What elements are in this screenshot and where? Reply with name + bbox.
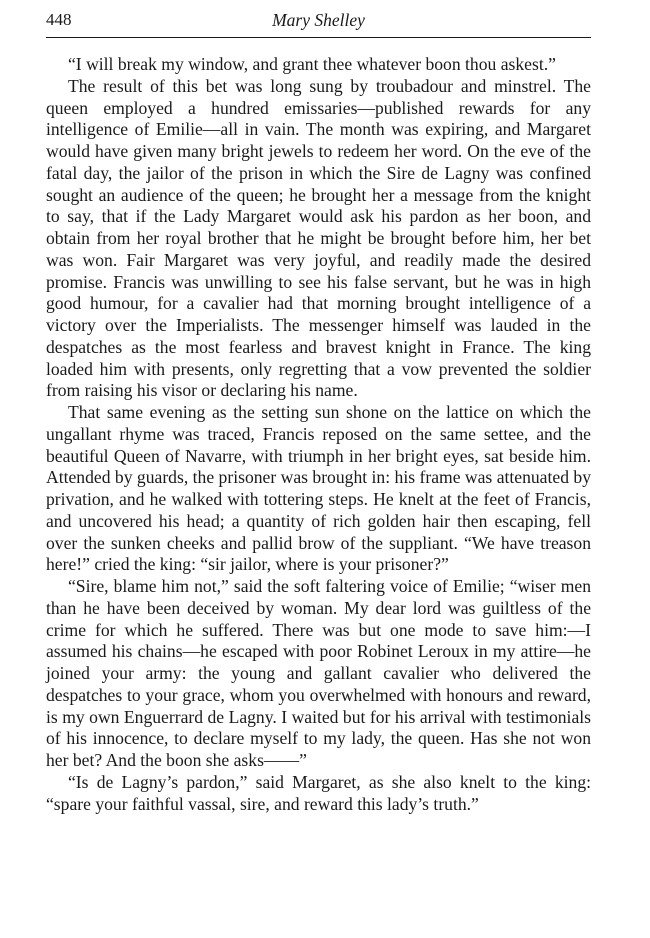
paragraph: The result of this bet was long sung by troubadour and minstrel. The queen employed a hundred emissaries—published rewards for any intelligence of Emilie—all in vain. The month was expiring, and Margaret would have given many bright jewels to redeem her word. On the eve of the fatal day, the jailor of the prison in which the Sire de Lagny was confined sought an audience of the queen; he brought her a message from the knight to say, that if the Lady Margaret would ask his pardon as her boon, and obtain from her royal brother that he might be brought before him, her bet was won. Fair Margaret was very joyful, and readily made the desired promise. Francis was unwilling to see his false servant, but he was in high good humour, for a cavalier had that morning brought intelligence of a victory over the Imperialists. The messenger himself was lauded in the despatches as the most fearless and bravest knight in France. The king loaded him with presents, only regretting that a vow prevented the soldier from raising his visor or declaring his name. bbox=[46, 75, 591, 401]
paragraph: That same evening as the setting sun shone on the lattice on which the ungallant rhyme was traced, Francis reposed on the same settee, and the beautiful Queen of Navarre, with triumph in her bright eyes, sat beside him. Attended by guards, the prisoner was brought in: his frame was attenuated by privation, and he walked with tottering steps. He knelt at the feet of Francis, and uncovered his head; a quantity of rich golden hair then escaping, fell over the sunken cheeks and pallid brow of the suppliant. “We have treason here!” cried the king: “sir jailor, where is your prisoner?” bbox=[46, 402, 591, 575]
paragraph: “I will break my window, and grant thee whatever boon thou askest.” bbox=[68, 54, 556, 74]
running-head bbox=[46, 0, 591, 38]
paragraph: “Sire, blame him not,” said the soft faltering voice of Emilie; “wiser men than he have been deceived by woman. My dear lord was guiltless of the crime for which he suffered. There was but one mode to save him:—I assumed his chains—he escaped with poor Robinet Leroux in my attire—he joined your army: the young and gallant cavalier who delivered the despatches to your grace, whom you overwhelmed with honours and reward, is my own Enguerrard de Lagny. I waited but for his arrival with testimonials of his innocence, to declare myself to my lady, the queen. Has she not won her bet? And the boon she asks——” bbox=[46, 576, 591, 770]
body-text bbox=[46, 54, 591, 815]
running-title: Mary Shelley bbox=[272, 10, 365, 30]
page-number: 448 bbox=[46, 10, 72, 29]
book-page bbox=[46, 0, 591, 815]
paragraph: “Is de Lagny’s pardon,” said Margaret, as she also knelt to the king: “spare your faithful vassal, sire, and reward this lady’s truth.” bbox=[46, 771, 591, 814]
